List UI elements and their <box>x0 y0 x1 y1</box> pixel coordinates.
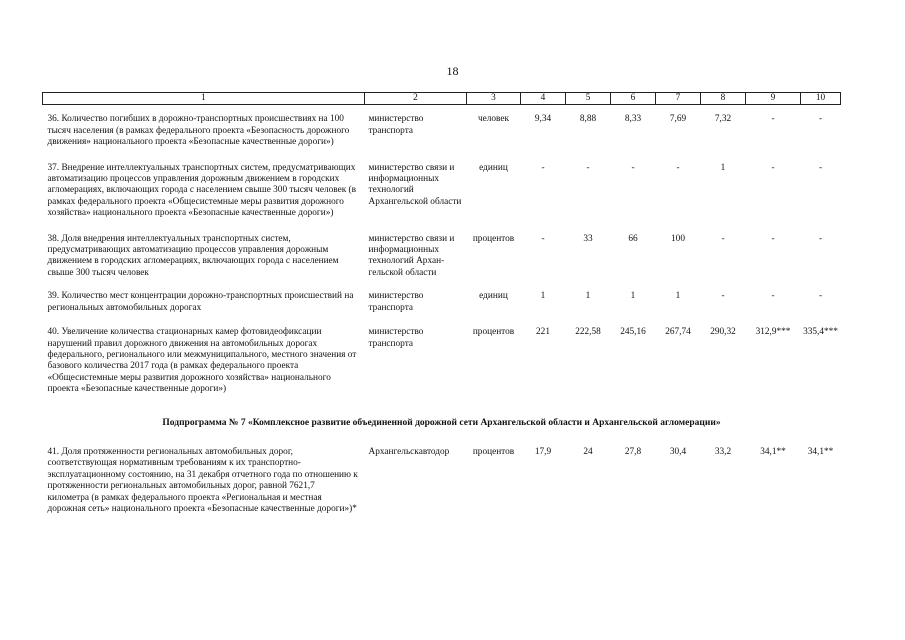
column-number: 8 <box>701 93 746 105</box>
column-number: 2 <box>365 93 467 105</box>
page-number: 18 <box>446 64 459 78</box>
value-cell: 27,8 <box>624 446 642 457</box>
table-row <box>43 314 841 395</box>
value-cell: 312,9*** <box>755 327 791 338</box>
table-row <box>43 220 841 280</box>
value-cell: 1 <box>540 291 546 302</box>
value-cell: 24 <box>583 446 593 457</box>
table-row <box>43 149 841 220</box>
responsible-org: министерство транспорта <box>368 114 424 136</box>
value-cell: 1 <box>675 291 681 302</box>
value-cell: - <box>631 162 635 173</box>
column-number: 7 <box>656 93 701 105</box>
unit: процентов <box>472 233 515 244</box>
unit: единиц <box>479 162 508 173</box>
value-cell: - <box>818 233 823 244</box>
value-cell: 17,9 <box>534 446 552 457</box>
value-cell: - <box>818 114 823 125</box>
value-cell: - <box>721 291 725 302</box>
value-cell: - <box>771 162 775 173</box>
value-cell: 335,4*** <box>803 327 838 338</box>
table-row <box>43 279 841 314</box>
value-cell: 290,32 <box>710 327 736 338</box>
value-cell: 34,1** <box>807 446 834 457</box>
indicator-name: 37. Внедрение интеллектуальных транспортных систем, предусматривающих автоматизацию процессов управления дорожным движением в городских агломерациях, включающих города с населением свыше 300 тысяч человек (в рамках федерального проекта «Общесистемные меры развития дорожного хозяйства» национального проекта «Безопасные качественные дороги») <box>47 162 357 219</box>
value-cell: - <box>586 162 590 173</box>
column-number: 3 <box>467 93 521 105</box>
table-row <box>43 435 841 515</box>
value-cell: - <box>771 291 775 302</box>
value-cell: - <box>541 233 545 244</box>
value-cell: 66 <box>628 233 638 244</box>
unit: человек <box>477 114 510 125</box>
column-number: 1 <box>43 93 365 105</box>
responsible-org: Архангельскавтодор <box>368 446 450 457</box>
value-cell: - <box>771 114 775 125</box>
value-cell: 245,16 <box>620 327 646 338</box>
indicator-name: 39. Количество мест концентрации дорожно-транспортных происшествий на региональных автомобильных дорогах <box>47 291 354 313</box>
value-cell: 8,33 <box>624 114 642 125</box>
value-cell: - <box>818 162 823 173</box>
column-number: 6 <box>611 93 656 105</box>
value-cell: 30,4 <box>669 446 687 457</box>
value-cell: 8,88 <box>579 114 597 125</box>
unit: процентов <box>472 446 515 457</box>
value-cell: 33 <box>583 233 593 244</box>
value-cell: - <box>721 233 725 244</box>
value-cell: 7,69 <box>669 114 687 125</box>
value-cell: 100 <box>671 233 685 244</box>
value-cell: 1 <box>585 291 591 302</box>
value-cell: 34,1** <box>760 446 786 457</box>
responsible-org: министерство связи и информационных технологий Архангельской области <box>368 162 462 207</box>
indicator-name: 41. Доля протяженности региональных автомобильных дорог, соответствующая нормативным требованиям к их транспортно-эксплуатационному состоянию, на 31 декабря отчетного года по отношению к протяженности региональных автомобильных дорог, равной 7621,7 километра (в рамках федерального проекта «Региональная и местная дорожная сеть» национального проекта «Безопасные качественные дороги»)* <box>47 446 358 514</box>
indicator-name: 36. Количество погибших в дорожно-транспортных происшествиях на 100 тысяч населения (в рамках федерального проекта «Безопасность дорожного движения» национального проекта «Безопасные качественные дороги») <box>47 114 350 148</box>
unit: единиц <box>479 291 508 302</box>
indicator-name: 40. Увеличение количества стационарных камер фотовидеофиксации нарушений правил дорожного движения на автомобильных дорогах федерального, регионального или межмуниципального, местного значения от базового количества 2017 года (в рамках федерального проекта «Общесистемные меры развития дорожного хозяйства» национального проекта «Безопасные качественные дороги») <box>47 327 357 395</box>
value-cell: 1 <box>720 162 726 173</box>
responsible-org: министерство транспорта <box>368 291 424 313</box>
column-number: 10 <box>801 93 841 105</box>
responsible-org: министерство связи и информационных технологий Архан-гельской области <box>368 233 455 278</box>
indicator-name: 38. Доля внедрения интеллектуальных транспортных систем, предусматривающих автоматизацию процессов управления дорожным движением в городских агломерациях, включающих города с населением свыше 300 тысяч человек <box>47 233 339 278</box>
value-cell: - <box>771 233 775 244</box>
value-cell: 222,58 <box>575 327 601 338</box>
subprogram-row <box>43 396 841 435</box>
value-cell: 267,74 <box>665 327 691 338</box>
column-number: 5 <box>566 93 611 105</box>
value-cell: - <box>676 162 680 173</box>
value-cell: - <box>818 291 823 302</box>
value-cell: - <box>541 162 545 173</box>
value-cell: 9,34 <box>534 114 552 125</box>
indicators-table <box>42 92 841 515</box>
unit: процентов <box>472 327 515 338</box>
value-cell: 7,32 <box>714 114 732 125</box>
column-number: 9 <box>746 93 801 105</box>
subprogram-title: Подпрограмма № 7 «Комплексное развитие объединенной дорожной сети Архангельской области и Архангельской агломерации» <box>162 417 721 428</box>
responsible-org: министерство транспорта <box>368 327 424 349</box>
value-cell: 33,2 <box>714 446 732 457</box>
value-cell: 221 <box>536 327 550 338</box>
value-cell: 1 <box>630 291 636 302</box>
table-row <box>43 105 841 149</box>
column-number: 4 <box>521 93 566 105</box>
table-header-row <box>43 93 841 105</box>
